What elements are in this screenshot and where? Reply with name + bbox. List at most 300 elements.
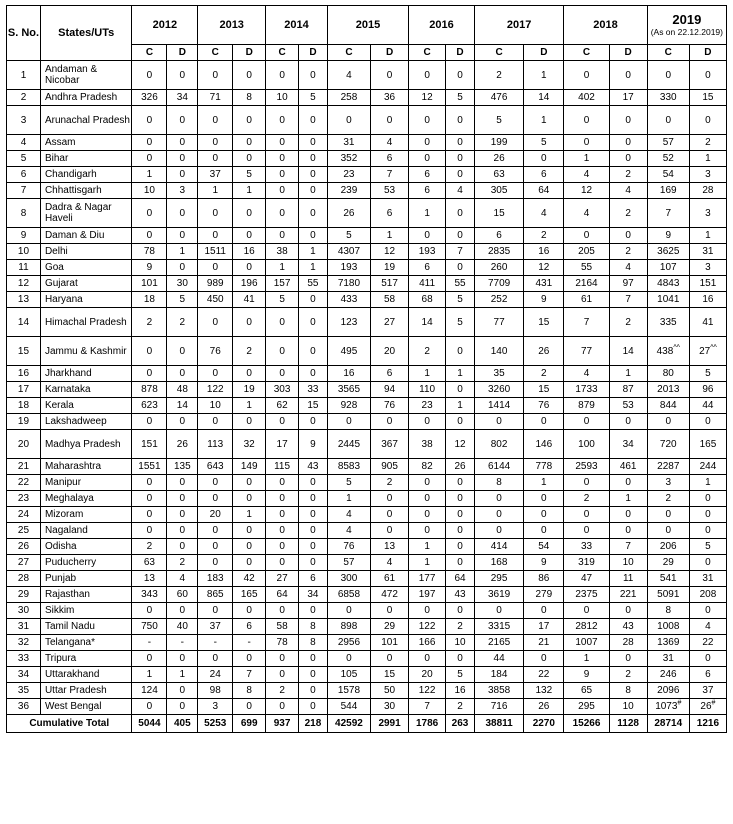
table-row	[7, 151, 727, 167]
deaths-cell: 7	[371, 167, 409, 183]
deaths-cell: 55	[299, 276, 328, 292]
cases-cell: 110	[409, 382, 446, 398]
deaths-cell: 0	[233, 228, 266, 244]
cases-cell: 0	[266, 651, 299, 667]
deaths-cell: 165	[233, 587, 266, 603]
deaths-cell: 244	[689, 459, 726, 475]
serial-number-cell: 35	[7, 683, 41, 699]
cases-cell: 157	[266, 276, 299, 292]
deaths-cell: 7	[233, 667, 266, 683]
state-name-cell: Tamil Nadu	[40, 619, 132, 635]
cases-cell: 0	[132, 106, 167, 135]
cases-cell: 0	[409, 651, 446, 667]
cases-cell: 1	[409, 555, 446, 571]
state-name-cell: Karnataka	[40, 382, 132, 398]
deaths-cell: 0	[233, 414, 266, 430]
cases-cell: 5	[266, 292, 299, 308]
cases-cell: 252	[474, 292, 523, 308]
state-name-cell: Andhra Pradesh	[40, 90, 132, 106]
table-row	[7, 337, 727, 366]
deaths-cell: 0	[167, 260, 198, 276]
deaths-cell: 22	[689, 635, 726, 651]
cases-cell: 476	[474, 90, 523, 106]
deaths-cell: 1	[609, 491, 647, 507]
deaths-cell: 6	[689, 667, 726, 683]
deaths-cell: 778	[524, 459, 564, 475]
total-cases-cell: 42592	[327, 715, 370, 733]
deaths-cell: 0	[233, 199, 266, 228]
table-row	[7, 382, 727, 398]
cases-cell: 1733	[564, 382, 609, 398]
deaths-cell: 28	[689, 183, 726, 199]
deaths-cell: 0	[371, 106, 409, 135]
deaths-cell: 0	[371, 61, 409, 90]
cases-cell: 57	[647, 135, 689, 151]
deaths-cell: 2	[233, 337, 266, 366]
deaths-cell: 0	[167, 683, 198, 699]
state-name-cell: Haryana	[40, 292, 132, 308]
deaths-cell: 37	[689, 683, 726, 699]
deaths-cell: 0	[233, 475, 266, 491]
cases-cell: 0	[409, 475, 446, 491]
cases-cell: 3	[647, 475, 689, 491]
cases-cell: 9	[564, 667, 609, 683]
total-deaths-cell: 2270	[524, 715, 564, 733]
cases-cell: 2164	[564, 276, 609, 292]
deaths-cell: 0	[167, 523, 198, 539]
deaths-subheader: D	[167, 45, 198, 61]
total-deaths-cell: 699	[233, 715, 266, 733]
year-header: 2015	[327, 6, 408, 45]
deaths-cell: 15	[689, 90, 726, 106]
deaths-cell: 21	[524, 635, 564, 651]
cases-cell: 0	[409, 507, 446, 523]
cases-cell: 168	[474, 555, 523, 571]
cases-cell: 343	[132, 587, 167, 603]
state-name-cell: Himachal Pradesh	[40, 308, 132, 337]
table-row	[7, 292, 727, 308]
state-name-cell: Delhi	[40, 244, 132, 260]
deaths-cell: 6	[233, 619, 266, 635]
deaths-cell: 22	[524, 667, 564, 683]
cases-cell: 3	[198, 699, 233, 715]
deaths-cell: 0	[233, 61, 266, 90]
deaths-subheader: D	[233, 45, 266, 61]
cases-cell: 0	[647, 507, 689, 523]
deaths-cell: 0	[524, 491, 564, 507]
cases-cell: 4843	[647, 276, 689, 292]
deaths-cell: 5	[299, 90, 328, 106]
state-name-cell: Arunachal Pradesh	[40, 106, 132, 135]
cases-cell: 1369	[647, 635, 689, 651]
deaths-cell: 2	[167, 308, 198, 337]
deaths-cell: 30	[167, 276, 198, 292]
deaths-cell: 0	[167, 491, 198, 507]
cases-subheader: C	[564, 45, 609, 61]
cases-cell: 7	[647, 199, 689, 228]
cases-cell: 1511	[198, 244, 233, 260]
deaths-cell: 0	[609, 507, 647, 523]
cases-cell: 0	[198, 308, 233, 337]
cases-cell: 8583	[327, 459, 370, 475]
cases-cell: 5	[474, 106, 523, 135]
cases-cell: 0	[266, 366, 299, 382]
cases-cell: 450	[198, 292, 233, 308]
deaths-cell: 36	[371, 90, 409, 106]
table-row	[7, 135, 727, 151]
deaths-cell: 4	[446, 183, 475, 199]
deaths-cell: 12	[371, 244, 409, 260]
cases-cell: 438^^	[647, 337, 689, 366]
deaths-cell: 16	[446, 683, 475, 699]
serial-number-cell: 8	[7, 199, 41, 228]
cases-cell: 26	[327, 199, 370, 228]
deaths-cell: 26	[167, 430, 198, 459]
deaths-cell: 0	[233, 135, 266, 151]
cases-cell: 0	[198, 475, 233, 491]
cases-cell: 0	[198, 151, 233, 167]
cases-cell: 9	[647, 228, 689, 244]
state-name-cell: Lakshadweep	[40, 414, 132, 430]
cases-cell: 6858	[327, 587, 370, 603]
cases-cell: 2956	[327, 635, 370, 651]
deaths-cell: 0	[299, 308, 328, 337]
deaths-cell: 4	[609, 183, 647, 199]
deaths-cell: 43	[609, 619, 647, 635]
deaths-cell: 0	[299, 667, 328, 683]
cases-cell: 0	[266, 151, 299, 167]
state-name-cell: Uttarakhand	[40, 667, 132, 683]
cases-cell: 1578	[327, 683, 370, 699]
deaths-cell: 0	[609, 135, 647, 151]
deaths-cell: 0	[689, 491, 726, 507]
total-cases-cell: 38811	[474, 715, 523, 733]
cases-cell: 1	[132, 167, 167, 183]
deaths-cell: 0	[299, 106, 328, 135]
deaths-cell: 26	[524, 337, 564, 366]
cases-cell: 27	[266, 571, 299, 587]
deaths-cell: 32	[233, 430, 266, 459]
deaths-cell: 0	[167, 414, 198, 430]
deaths-cell: 0	[233, 651, 266, 667]
cases-cell: 3315	[474, 619, 523, 635]
cases-cell: 115	[266, 459, 299, 475]
cases-cell: 2013	[647, 382, 689, 398]
cases-cell: 0	[198, 135, 233, 151]
year-header: 2016	[409, 6, 475, 45]
deaths-cell: 1	[233, 398, 266, 414]
cases-cell: 3565	[327, 382, 370, 398]
cases-cell: 0	[266, 183, 299, 199]
state-name-cell: Telangana*	[40, 635, 132, 651]
deaths-cell: 11	[609, 571, 647, 587]
deaths-cell: 4	[371, 555, 409, 571]
deaths-cell: 97	[609, 276, 647, 292]
cases-cell: 29	[647, 555, 689, 571]
cases-cell: 3858	[474, 683, 523, 699]
total-cases-cell: 1786	[409, 715, 446, 733]
deaths-cell: 2	[446, 619, 475, 635]
cases-subheader: C	[327, 45, 370, 61]
cases-cell: 68	[409, 292, 446, 308]
deaths-cell: 0	[233, 699, 266, 715]
year-2019-note: (As on 22.12.2019)	[650, 27, 723, 37]
serial-number-cell: 1	[7, 61, 41, 90]
serial-number-cell: 29	[7, 587, 41, 603]
table-row	[7, 635, 727, 651]
cases-cell: 76	[198, 337, 233, 366]
deaths-cell: 4	[167, 571, 198, 587]
state-name-cell: Uttar Pradesh	[40, 683, 132, 699]
deaths-cell: 1	[609, 366, 647, 382]
deaths-cell: 0	[233, 366, 266, 382]
deaths-cell: 8	[233, 683, 266, 699]
cases-cell: 239	[327, 183, 370, 199]
cases-cell: 183	[198, 571, 233, 587]
cases-cell: 101	[132, 276, 167, 292]
cases-cell: 18	[132, 292, 167, 308]
cases-cell: 0	[564, 523, 609, 539]
deaths-cell: 0	[446, 491, 475, 507]
deaths-cell: 6	[371, 151, 409, 167]
deaths-cell: 0	[371, 507, 409, 523]
cases-cell: 0	[198, 260, 233, 276]
table-body	[7, 61, 727, 715]
cases-cell: 716	[474, 699, 523, 715]
cases-cell: 0	[409, 603, 446, 619]
deaths-cell: 4	[524, 199, 564, 228]
cases-cell: 2	[266, 683, 299, 699]
cases-cell: 7	[409, 699, 446, 715]
deaths-cell: 1	[524, 61, 564, 90]
cases-cell: 303	[266, 382, 299, 398]
state-name-cell: Rajasthan	[40, 587, 132, 603]
deaths-cell: 0	[446, 199, 475, 228]
cases-cell: 2812	[564, 619, 609, 635]
table-row	[7, 106, 727, 135]
state-name-cell: Jharkhand	[40, 366, 132, 382]
state-name-cell: Bihar	[40, 151, 132, 167]
cases-cell: 122	[409, 619, 446, 635]
cases-cell: 330	[647, 90, 689, 106]
table-row	[7, 651, 727, 667]
deaths-cell: 0	[609, 414, 647, 430]
sno-header: S. No.	[7, 6, 41, 61]
deaths-cell: 101	[371, 635, 409, 651]
cases-cell: 0	[266, 199, 299, 228]
deaths-cell: 0	[233, 603, 266, 619]
serial-number-cell: 4	[7, 135, 41, 151]
deaths-cell: 86	[524, 571, 564, 587]
deaths-cell: 0	[689, 507, 726, 523]
cases-cell: 0	[266, 667, 299, 683]
deaths-cell: 0	[299, 135, 328, 151]
deaths-cell: 0	[299, 199, 328, 228]
serial-number-cell: 18	[7, 398, 41, 414]
deaths-cell: 472	[371, 587, 409, 603]
table-row	[7, 308, 727, 337]
cases-subheader: C	[647, 45, 689, 61]
deaths-cell: 16	[524, 244, 564, 260]
deaths-cell: -	[233, 635, 266, 651]
cases-cell: 0	[564, 507, 609, 523]
cases-cell: 20	[409, 667, 446, 683]
state-name-cell: Tripura	[40, 651, 132, 667]
deaths-cell: 2	[167, 555, 198, 571]
cases-subheader: C	[132, 45, 167, 61]
cases-cell: 2	[409, 337, 446, 366]
deaths-cell: 14	[609, 337, 647, 366]
deaths-cell: 0	[167, 199, 198, 228]
deaths-cell: 0	[689, 61, 726, 90]
cases-cell: 12	[564, 183, 609, 199]
serial-number-cell: 28	[7, 571, 41, 587]
cases-cell: 295	[564, 699, 609, 715]
deaths-cell: 0	[446, 228, 475, 244]
deaths-cell: 2	[609, 667, 647, 683]
table-row	[7, 61, 727, 90]
state-name-cell: Kerala	[40, 398, 132, 414]
table-row	[7, 507, 727, 523]
cases-cell: 5	[327, 475, 370, 491]
deaths-cell: 0	[167, 366, 198, 382]
deaths-cell: 0	[167, 651, 198, 667]
deaths-cell: 7	[609, 292, 647, 308]
deaths-cell: 0	[167, 106, 198, 135]
deaths-cell: 0	[446, 603, 475, 619]
cases-cell: 6	[474, 228, 523, 244]
cases-cell: 1	[409, 539, 446, 555]
deaths-cell: 1	[299, 260, 328, 276]
cases-cell: 8	[647, 603, 689, 619]
deaths-cell: 27	[371, 308, 409, 337]
serial-number-cell: 14	[7, 308, 41, 337]
deaths-cell: 8	[233, 90, 266, 106]
cases-cell: 1041	[647, 292, 689, 308]
serial-number-cell: 15	[7, 337, 41, 366]
deaths-cell: 87	[609, 382, 647, 398]
cases-cell: 352	[327, 151, 370, 167]
cases-subheader: C	[409, 45, 446, 61]
deaths-cell: 0	[299, 414, 328, 430]
deaths-cell: 0	[524, 603, 564, 619]
deaths-cell: 29	[371, 619, 409, 635]
cases-cell: 10	[266, 90, 299, 106]
deaths-cell: 40	[167, 619, 198, 635]
serial-number-cell: 7	[7, 183, 41, 199]
deaths-cell: 53	[609, 398, 647, 414]
deaths-cell: 0	[609, 151, 647, 167]
deaths-cell: 0	[233, 151, 266, 167]
cases-cell: 52	[647, 151, 689, 167]
state-name-cell: Manipur	[40, 475, 132, 491]
deaths-cell: 279	[524, 587, 564, 603]
cases-cell: 206	[647, 539, 689, 555]
cases-cell: 2375	[564, 587, 609, 603]
deaths-cell: 0	[299, 651, 328, 667]
cases-cell: 0	[409, 228, 446, 244]
cases-cell: 2445	[327, 430, 370, 459]
deaths-cell: 5	[167, 292, 198, 308]
deaths-cell: 43	[446, 587, 475, 603]
deaths-cell: 0	[299, 491, 328, 507]
deaths-cell: 0	[299, 539, 328, 555]
cases-cell: 0	[198, 61, 233, 90]
cases-cell: 2	[132, 308, 167, 337]
deaths-cell: 41	[233, 292, 266, 308]
state-name-cell: Chhattisgarh	[40, 183, 132, 199]
deaths-cell: 135	[167, 459, 198, 475]
cases-cell: 0	[327, 651, 370, 667]
cases-cell: 4	[564, 199, 609, 228]
cases-cell: 4	[564, 366, 609, 382]
data-table-container	[6, 5, 727, 733]
table-row	[7, 683, 727, 699]
serial-number-cell: 3	[7, 106, 41, 135]
table-row	[7, 459, 727, 475]
deaths-cell: 0	[299, 523, 328, 539]
deaths-cell: 0	[299, 167, 328, 183]
deaths-cell: 2	[689, 135, 726, 151]
deaths-cell: 50	[371, 683, 409, 699]
deaths-cell: 5	[689, 539, 726, 555]
state-name-cell: Daman & Diu	[40, 228, 132, 244]
deaths-cell: 0	[233, 555, 266, 571]
cases-cell: 82	[409, 459, 446, 475]
cases-cell: 0	[564, 228, 609, 244]
deaths-cell: 0	[167, 507, 198, 523]
deaths-cell: 76	[371, 398, 409, 414]
cases-cell: 184	[474, 667, 523, 683]
deaths-cell: 0	[689, 651, 726, 667]
table-row	[7, 667, 727, 683]
cases-cell: 54	[647, 167, 689, 183]
deaths-cell: 431	[524, 276, 564, 292]
deaths-cell: 221	[609, 587, 647, 603]
deaths-cell: 165	[689, 430, 726, 459]
deaths-cell: 0	[299, 228, 328, 244]
deaths-cell: 517	[371, 276, 409, 292]
deaths-cell: 42	[233, 571, 266, 587]
deaths-cell: 0	[299, 61, 328, 90]
deaths-cell: 0	[299, 366, 328, 382]
state-name-cell: Mizoram	[40, 507, 132, 523]
cases-cell: 928	[327, 398, 370, 414]
cases-cell: 326	[132, 90, 167, 106]
cases-cell: 0	[132, 61, 167, 90]
deaths-cell: 5	[446, 90, 475, 106]
deaths-cell: 30	[371, 699, 409, 715]
deaths-cell: 0	[167, 475, 198, 491]
deaths-cell: 1	[299, 244, 328, 260]
cases-cell: 305	[474, 183, 523, 199]
cases-cell: 177	[409, 571, 446, 587]
serial-number-cell: 20	[7, 430, 41, 459]
state-cases-deaths-table	[6, 5, 727, 733]
deaths-cell: 0	[446, 167, 475, 183]
table-row	[7, 228, 727, 244]
serial-number-cell: 36	[7, 699, 41, 715]
cases-cell: 47	[564, 571, 609, 587]
cases-cell: 3625	[647, 244, 689, 260]
cases-cell: 0	[266, 491, 299, 507]
cases-cell: 7	[564, 308, 609, 337]
deaths-cell: 0	[233, 523, 266, 539]
cases-cell: 0	[266, 167, 299, 183]
deaths-cell: 0	[609, 603, 647, 619]
deaths-cell: 0	[446, 539, 475, 555]
deaths-cell: 14	[524, 90, 564, 106]
